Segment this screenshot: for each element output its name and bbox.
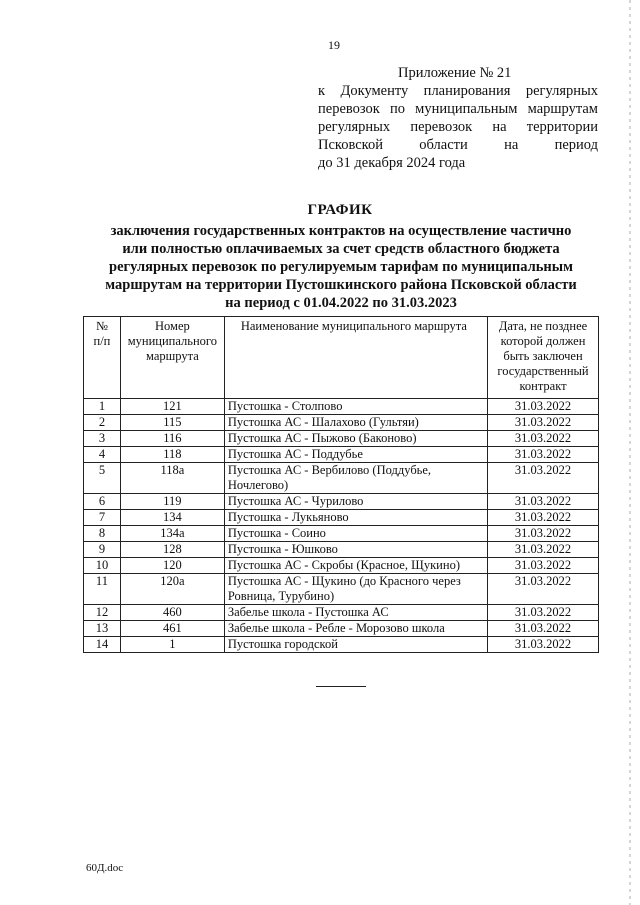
table-row bbox=[84, 542, 599, 558]
appendix-title: Приложение № 21 bbox=[398, 65, 512, 81]
cell-route-code: 461 bbox=[120, 621, 224, 637]
cell-route-name: Забелье школа - Пустошка АС bbox=[224, 605, 487, 621]
cell-route-name: Пустошка - Лукьяново bbox=[224, 510, 487, 526]
cell-num: 8 bbox=[84, 526, 121, 542]
cell-date: 31.03.2022 bbox=[488, 463, 599, 494]
cell-route-name: Пустошка АС - Чурилово bbox=[224, 494, 487, 510]
cell-num: 3 bbox=[84, 431, 121, 447]
cell-date: 31.03.2022 bbox=[488, 415, 599, 431]
header-date-line: государственный bbox=[497, 364, 589, 378]
table-row bbox=[84, 558, 599, 574]
table-row bbox=[84, 447, 599, 463]
cell-date: 31.03.2022 bbox=[488, 399, 599, 415]
cell-route-code: 134а bbox=[120, 526, 224, 542]
cell-date: 31.03.2022 bbox=[488, 621, 599, 637]
cell-route-name: Пустошка - Юшково bbox=[224, 542, 487, 558]
cell-date: 31.03.2022 bbox=[488, 558, 599, 574]
table-row bbox=[84, 415, 599, 431]
cell-route-code: 120 bbox=[120, 558, 224, 574]
table-row bbox=[84, 526, 599, 542]
cell-route-name: Пустошка - Столпово bbox=[224, 399, 487, 415]
cell-date: 31.03.2022 bbox=[488, 637, 599, 653]
table-header-row bbox=[84, 317, 599, 399]
cell-num: 5 bbox=[84, 463, 121, 494]
appendix-line: Псковской области на период bbox=[318, 137, 598, 153]
cell-route-name: Пустошка АС - Скробы (Красное, Щукино) bbox=[224, 558, 487, 574]
table-row bbox=[84, 399, 599, 415]
cell-route-name: Пустошка АС - Щукино (до Красного через Ровница, Турубино) bbox=[224, 574, 487, 605]
table-row bbox=[84, 621, 599, 637]
cell-route-name: Пустошка АС - Шалахово (Гультяи) bbox=[224, 415, 487, 431]
header-date bbox=[488, 317, 599, 399]
cell-num: 12 bbox=[84, 605, 121, 621]
cell-num: 4 bbox=[84, 447, 121, 463]
cell-date: 31.03.2022 bbox=[488, 526, 599, 542]
table-row bbox=[84, 574, 599, 605]
cell-route-name: Пустошка - Соино bbox=[224, 526, 487, 542]
cell-num: 13 bbox=[84, 621, 121, 637]
table-row bbox=[84, 637, 599, 653]
appendix-line: к Документу планирования регулярных bbox=[318, 83, 598, 99]
header-code bbox=[120, 317, 224, 399]
header-num-line: п/п bbox=[93, 334, 111, 348]
cell-route-code: 121 bbox=[120, 399, 224, 415]
table-row bbox=[84, 431, 599, 447]
table-row bbox=[84, 605, 599, 621]
cell-route-code: 115 bbox=[120, 415, 224, 431]
cell-date: 31.03.2022 bbox=[488, 605, 599, 621]
appendix-line: до 31 декабря 2024 года bbox=[318, 155, 466, 171]
cell-num: 7 bbox=[84, 510, 121, 526]
appendix-line: перевозок по муниципальным маршрутам bbox=[318, 101, 598, 117]
cell-route-name: Забелье школа - Ребле - Морозово школа bbox=[224, 621, 487, 637]
header-date-line: Дата, не позднее bbox=[498, 319, 588, 333]
subtitle-line: на период с 01.04.2022 по 31.03.2023 bbox=[225, 295, 457, 311]
cell-route-code: 119 bbox=[120, 494, 224, 510]
cell-num: 14 bbox=[84, 637, 121, 653]
cell-num: 6 bbox=[84, 494, 121, 510]
cell-num: 2 bbox=[84, 415, 121, 431]
header-date-line: которой должен bbox=[500, 334, 586, 348]
cell-date: 31.03.2022 bbox=[488, 510, 599, 526]
cell-date: 31.03.2022 bbox=[488, 431, 599, 447]
document-title: ГРАФИК bbox=[307, 202, 373, 218]
cell-date: 31.03.2022 bbox=[488, 542, 599, 558]
scan-edge bbox=[629, 0, 631, 905]
divider-line bbox=[316, 686, 366, 687]
cell-route-name: Пустошка АС - Поддубье bbox=[224, 447, 487, 463]
cell-date: 31.03.2022 bbox=[488, 574, 599, 605]
routes-table bbox=[83, 316, 599, 653]
header-num-line: № bbox=[95, 319, 108, 333]
cell-route-name: Пустошка городской bbox=[224, 637, 487, 653]
cell-num: 1 bbox=[84, 399, 121, 415]
table-row bbox=[84, 510, 599, 526]
cell-route-name: Пустошка АС - Пыжово (Баконово) bbox=[224, 431, 487, 447]
cell-num: 11 bbox=[84, 574, 121, 605]
cell-route-code: 118а bbox=[120, 463, 224, 494]
cell-route-code: 118 bbox=[120, 447, 224, 463]
cell-date: 31.03.2022 bbox=[488, 494, 599, 510]
header-code-line: муниципального bbox=[127, 334, 217, 348]
subtitle-line: регулярных перевозок по регулируемым тарифам по муниципальным bbox=[109, 259, 573, 275]
cell-route-code: 116 bbox=[120, 431, 224, 447]
header-name: Наименование муниципального маршрута bbox=[224, 317, 487, 399]
cell-num: 9 bbox=[84, 542, 121, 558]
footer-filename: 60Д.doc bbox=[86, 862, 124, 874]
header-date-line: быть заключен bbox=[503, 349, 583, 363]
page-number: 19 bbox=[328, 38, 340, 52]
header-num bbox=[84, 317, 121, 399]
subtitle-line: маршрутам на территории Пустошкинского района Псковской области bbox=[105, 277, 577, 293]
table-row bbox=[84, 463, 599, 494]
header-code-line: маршрута bbox=[146, 349, 199, 363]
cell-num: 10 bbox=[84, 558, 121, 574]
cell-route-code: 134 bbox=[120, 510, 224, 526]
header-date-line: контракт bbox=[519, 379, 567, 393]
subtitle-line: или полностью оплачиваемых за счет средств областного бюджета bbox=[122, 241, 560, 257]
cell-route-code: 128 bbox=[120, 542, 224, 558]
cell-route-name: Пустошка АС - Вербилово (Поддубье, Ночлегово) bbox=[224, 463, 487, 494]
cell-date: 31.03.2022 bbox=[488, 447, 599, 463]
cell-route-code: 120а bbox=[120, 574, 224, 605]
table-row bbox=[84, 494, 599, 510]
appendix-line: регулярных перевозок на территории bbox=[318, 119, 598, 135]
document-subtitle bbox=[86, 222, 596, 312]
cell-route-code: 1 bbox=[120, 637, 224, 653]
header-code-line: Номер bbox=[155, 319, 190, 333]
appendix-block bbox=[318, 64, 598, 172]
routes-table-body bbox=[84, 399, 599, 653]
cell-route-code: 460 bbox=[120, 605, 224, 621]
subtitle-line: заключения государственных контрактов на осуществление частично bbox=[110, 223, 572, 239]
